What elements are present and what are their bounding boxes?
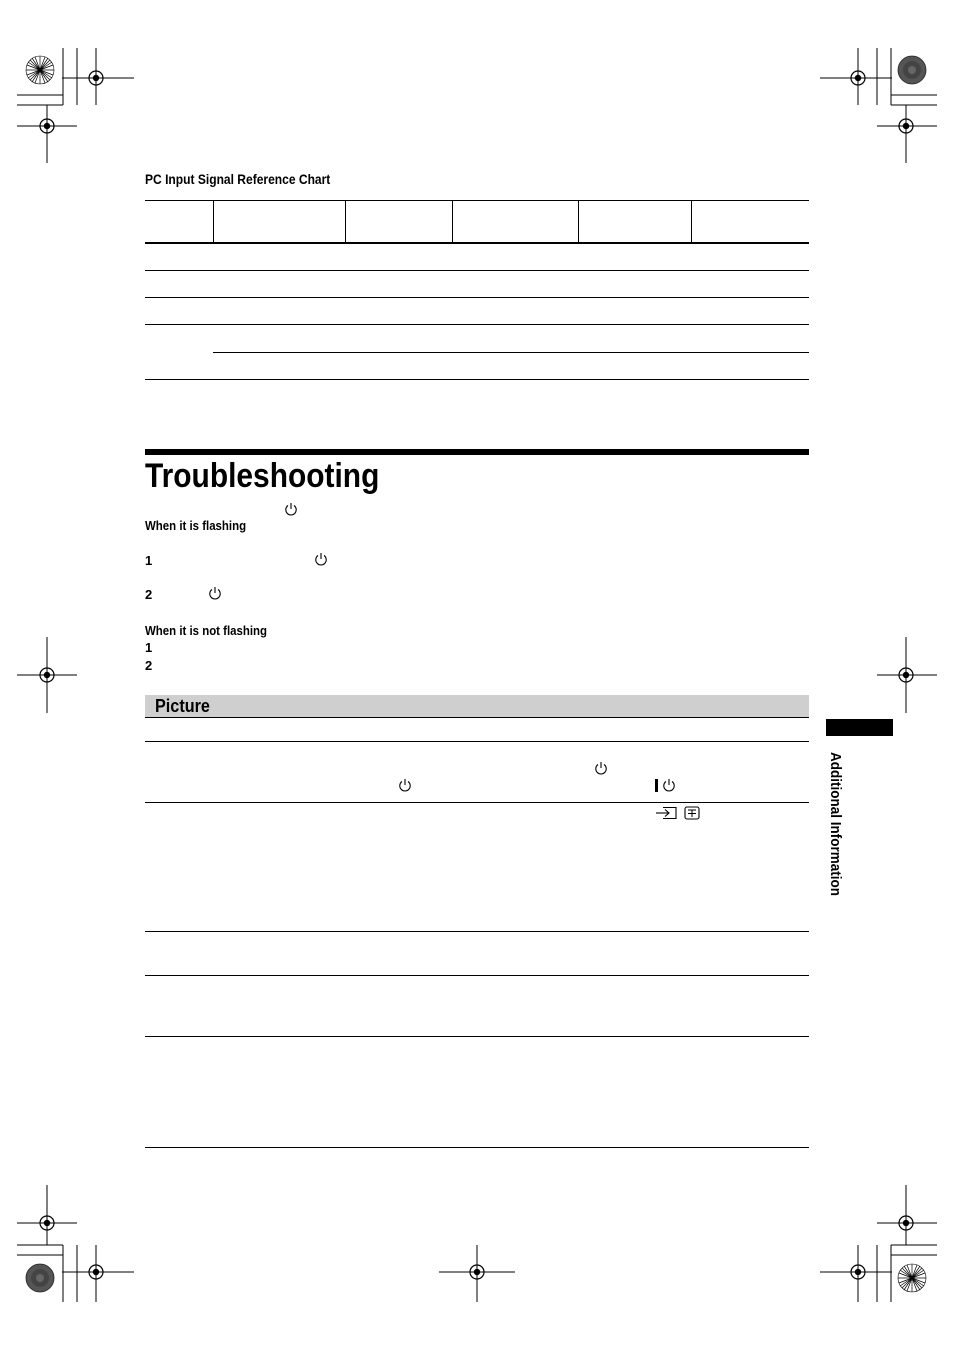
side-tab-label: Additional Information <box>827 752 844 896</box>
step-number: 2 <box>145 658 153 673</box>
flashing-heading: When it is flashing <box>145 518 247 533</box>
side-tab-marker <box>826 719 893 736</box>
teletext-icon <box>684 806 700 820</box>
step-number: 2 <box>145 587 153 602</box>
not-flashing-heading: When it is not flashing <box>145 623 268 638</box>
power-icon <box>314 552 328 566</box>
power-icon <box>594 761 608 775</box>
picture-heading: Picture <box>155 696 210 716</box>
power-icon <box>208 586 222 600</box>
section-rule <box>145 449 809 455</box>
page-title: Troubleshooting <box>145 457 380 495</box>
power-icon <box>662 778 676 792</box>
picture-section-bar <box>145 695 809 717</box>
step-number: 1 <box>145 640 153 655</box>
standby-bar-icon <box>655 779 658 792</box>
chart-section-title: PC Input Signal Reference Chart <box>145 171 331 187</box>
step-number: 1 <box>145 553 153 568</box>
power-icon <box>284 502 298 516</box>
power-icon <box>398 778 412 792</box>
input-icon <box>655 806 679 820</box>
